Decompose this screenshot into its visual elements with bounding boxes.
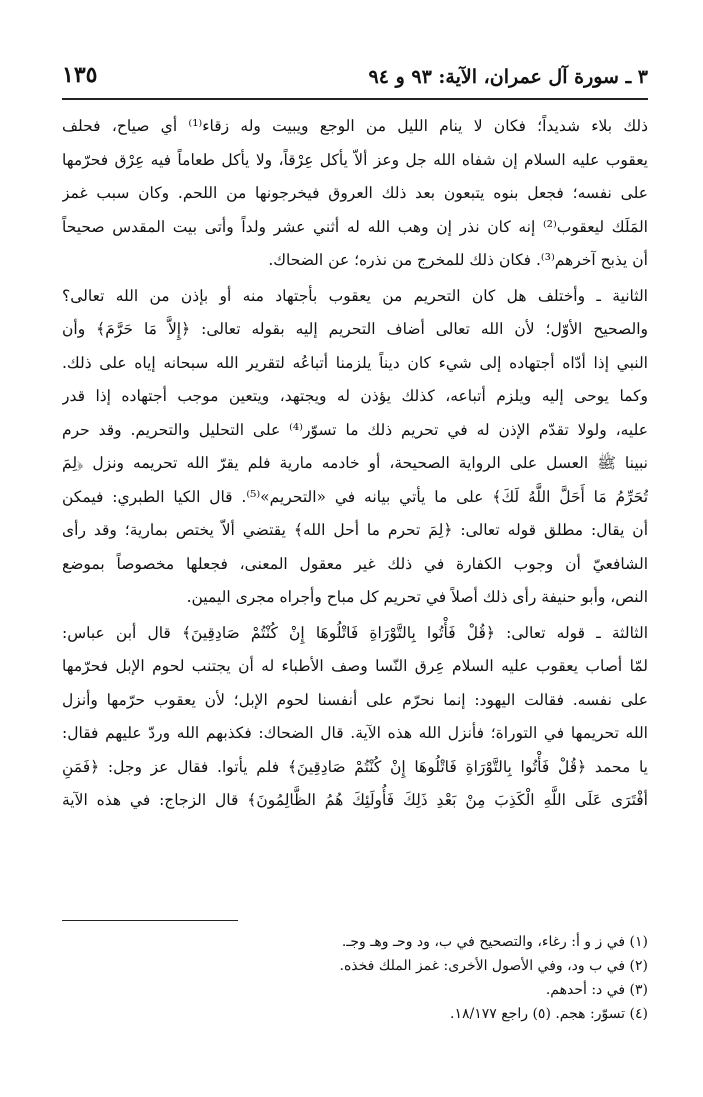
footnote: (٤) تسوّر: هجم. (٥) راجع ١٨/١٧٧. (450, 1006, 648, 1022)
running-header (62, 58, 648, 102)
text-line: المَلَك ليعقوب⁽²⁾ إنه كان نذر إن وهب الله له أثني عشر ولداً وأتى بيت المقدس صحيحاً (62, 217, 648, 236)
footnote: (٢) في ب ود، وفي الأصول الأخرى: غمز الملك فخذه. (339, 958, 648, 974)
text-line: نبينا ﷺ العسل على الرواية الصحيحة، أو خادمه مارية فلم يقرّ الله تحريمه ونزل ﴿لِمَ (62, 454, 648, 472)
footnotes (62, 930, 648, 1026)
text-line: أفْتَرَى عَلَى اللَّهِ الْكَذِبَ مِنْ بَعْدِ ذَلِكَ فَأُولَئِكَ هُمُ الظَّالِمُونَ﴾ قال الزجاج: في هذه الآية (62, 791, 648, 809)
text-line: الثانية ـ وأختلف هل كان التحريم من يعقوب بأجتهاد منه أو بإذن من الله تعالى؟ (62, 286, 648, 305)
running-header-title: ٣ ـ سورة آل عمران، الآية: ٩٣ و ٩٤ (368, 66, 648, 88)
text-line: يعقوب عليه السلام إن شفاه الله جل وعز ألاّ يأكل عِرْقاً، ولا يأكل طعاماً فيه عِرْق فحرّمها (62, 150, 648, 169)
text-line: الله تحريمها في التوراة؛ فأنزل الله هذه الآية. قال الضحاك: فكذبهم الله وردّ عليهم فقال: (62, 724, 648, 742)
footnote: (٣) في د: أحدهم. (545, 982, 648, 998)
paragraph-1 (62, 110, 648, 278)
text-line: وكما يوحى إليه ويلزم أتباعه، كذلك يؤذن له ويجتهد، ويتعين موجب أجتهاده إذا قدر (62, 387, 648, 405)
text-line: لمّا أصاب يعقوب عليه السلام عِرق النّسا وصف الأطباء له أن يجتنب لحوم الإبل فحرّمها (62, 657, 648, 675)
text-line: على نفسه. فقالت اليهود: إنما نحرّم على أنفسنا لحوم الإبل؛ لأن يعقوب حرّمها وأنزل (62, 690, 648, 709)
text-line: على نفسه؛ فجعل بنوه يتبعون بعد ذلك العروق فيخرجونها من اللحم. وكان سبب غمز (62, 184, 648, 202)
text-line: عليه، ولولا تقدّم الإذن له في تحريم ذلك ما تسوّر⁽⁴⁾ على التحليل والتحريم. وقد حرم (62, 420, 648, 439)
footnote: (١) في ز و أ: رغاء، والتصحيح في ب، ود وحـ وهـ وجـ. (341, 934, 648, 950)
footnote-rule (62, 920, 238, 921)
text-line: النبي إذا أدّاه أجتهاده إلى شيء كان ديناً يلزمنا أتباعُه لتقرير الله سبحانه إياه على ذلك. (62, 353, 648, 372)
header-rule (62, 98, 648, 100)
text-line: النص، وأبو حنيفة رأى ذلك أصلاً في تحريم كل مباح وأجراه مجرى اليمين. (186, 588, 648, 606)
text-line: والصحيح الأوّل؛ لأن الله تعالى أضاف التحريم إليه بقوله تعالى: ﴿إِلاَّ مَا حَرَّمَ﴾ وأن (62, 320, 648, 338)
text-line: ذلك بلاء شديداً؛ فكان لا ينام الليل من الوجع ويبيت وله زقاء⁽¹⁾ أي صياح، فحلف (62, 117, 648, 135)
text-line: يا محمد ﴿قُلْ فَأْتُوا بِالتَّوْرَاةِ فَاتْلُوهَا إِنْ كُنْتُمْ صَادِقِينَ﴾ فلم يأتوا. فقال عز وجل: ﴿فَمَنِ (62, 757, 648, 776)
paragraph-3 (62, 617, 648, 818)
text-line: أن يذبح آخرهم⁽³⁾. فكان ذلك للمخرج من نذره؛ عن الضحاك. (268, 251, 648, 269)
text-line: الشافعيّ أن وجوب الكفارة في ذلك غير معقول المعنى، فجعلها مخصوصاً بموضع (62, 554, 648, 573)
page-number: ١٣٥ (62, 62, 98, 88)
text-line: الثالثة ـ قوله تعالى: ﴿قُلْ فَأْتُوا بِالتَّوْرَاةِ فَاتْلُوهَا إِنْ كُنْتُمْ صَادِقِينَ﴾ قال أبن عباس: (62, 623, 648, 642)
text-line: أن يقال: مطلق قوله تعالى: ﴿لِمَ تحرم ما أحل الله﴾ يقتضي ألاّ يختص بمارية؛ وقد رأى (62, 521, 648, 539)
text-line: تُحَرِّمُ مَا أَحَلَّ اللَّهُ لَكَ﴾ على ما يأتي بيانه في «التحريم»⁽⁵⁾. قال الكيا الطبري: فيمكن (62, 487, 648, 506)
paragraph-2 (62, 280, 648, 615)
body-text (62, 110, 648, 818)
